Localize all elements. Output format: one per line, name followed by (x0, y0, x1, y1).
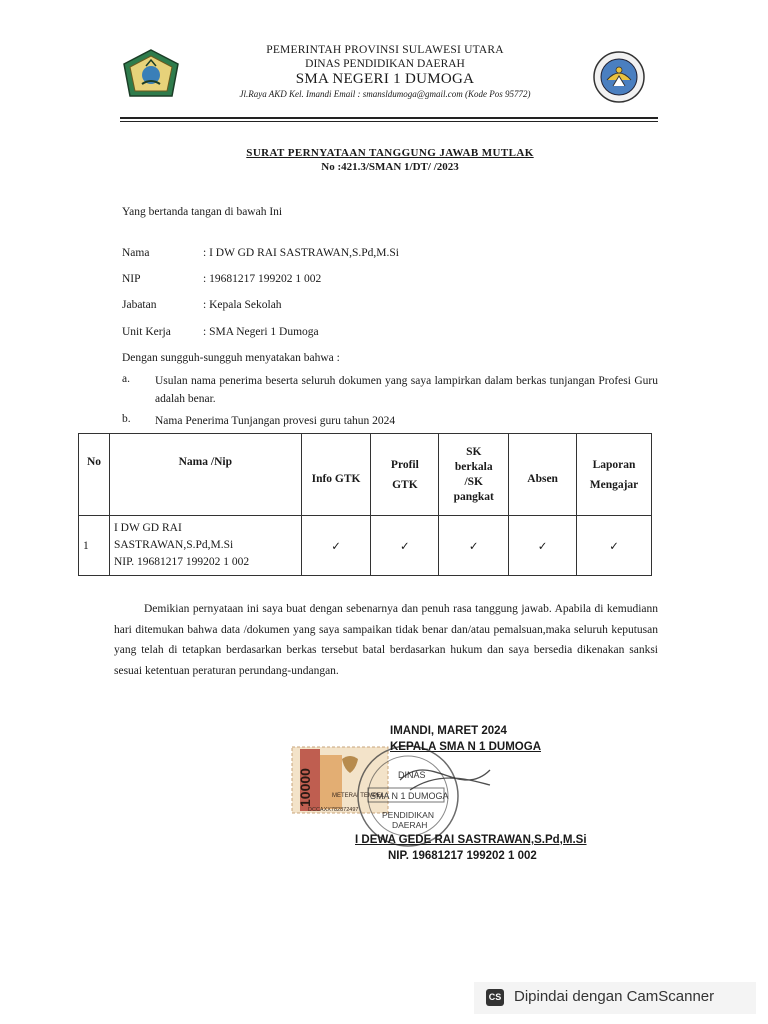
row-no: 1 (79, 516, 110, 576)
header-profil-gtk (371, 434, 439, 516)
header-laporan (577, 434, 652, 516)
header-profil-line2: GTK (392, 478, 418, 491)
signature-nip: NIP. 19681217 199202 1 002 (388, 850, 537, 862)
field-value-jabatan: : Kepala Sekolah (203, 299, 282, 311)
header-sk-line3: /SK (464, 475, 484, 488)
header-laporan-line1: Laporan (592, 458, 636, 471)
letterhead-school: SMA NEGERI 1 DUMOGA (295, 71, 475, 87)
field-label-nama: Nama (122, 247, 150, 259)
item-marker-a: a. (122, 373, 130, 385)
meterai-code: DCCAXX782872497 (308, 807, 359, 813)
field-value-nip: : 19681217 199202 1 002 (203, 273, 322, 285)
header-laporan-line2: Mengajar (589, 478, 639, 491)
header-sk (439, 434, 509, 516)
document-title: SURAT PERNYATAAN TANGGUNG JAWAB MUTLAK (246, 147, 534, 159)
header-sk-line1: SK (466, 445, 482, 458)
meterai-label: METERAI TEMPEL (332, 793, 385, 799)
checkmark-icon: ✓ (371, 516, 439, 576)
opening-line: Yang bertanda tangan di bawah Ini (122, 206, 283, 218)
header-info-gtk: Info GTK (301, 434, 371, 516)
table-row (79, 516, 652, 576)
meterai-value: 10000 (297, 768, 313, 807)
item-text-a: Usulan nama penerima beserta seluruh dokumen yang saya lampirkan dalam berkas tunjangan Profesi Guru adalah benar. (155, 375, 658, 405)
row-name-line3: NIP. 19681217 199202 1 002 (113, 556, 250, 568)
checkmark-icon: ✓ (439, 516, 509, 576)
stamp-daerah: DAERAH (392, 820, 428, 830)
header-sk-line2: berkala (454, 460, 493, 473)
letterhead-agency: DINAS PENDIDIKAN DAERAH (305, 58, 465, 70)
signature-place-date: IMANDI, MARET 2024 (390, 725, 507, 737)
header-absen: Absen (509, 434, 577, 516)
signature-position: KEPALA SMA N 1 DUMOGA (390, 741, 541, 753)
row-name-line2: SASTRAWAN,S.Pd,M.Si (113, 539, 234, 551)
letterhead-government: PEMERINTAH PROVINSI SULAWESI UTARA (266, 44, 504, 56)
tut-wuri-handayani-logo-icon (592, 50, 646, 104)
camscanner-logo-icon: CS (486, 989, 504, 1006)
province-emblem-icon (122, 48, 180, 100)
header-sk-line4: pangkat (453, 490, 494, 503)
field-label-unit-kerja: Unit Kerja (122, 326, 171, 338)
camscanner-text: Dipindai dengan CamScanner (514, 988, 715, 1005)
camscanner-watermark (474, 982, 756, 1014)
table-header-row (79, 434, 652, 516)
signature-name: I DEWA GEDE RAI SASTRAWAN,S.Pd,M.Si (355, 834, 587, 846)
checkmark-icon: ✓ (301, 516, 371, 576)
row-name-line1: I DW GD RAI (113, 522, 182, 534)
stamp-dinas: DINAS (398, 770, 426, 780)
closing-paragraph (114, 599, 658, 681)
checkmark-icon: ✓ (509, 516, 577, 576)
stamp-school: SMA N 1 DUMOGA (370, 791, 449, 801)
header-profil-line1: Profil (390, 458, 419, 471)
item-text-b: Nama Penerima Tunjangan provesi guru tahun 2024 (155, 415, 396, 427)
header-no: No (79, 434, 110, 516)
stamp-pendidikan: PENDIDIKAN (382, 810, 434, 820)
letterhead-divider (120, 117, 658, 119)
field-label-jabatan: Jabatan (122, 299, 157, 311)
row-name-nip (109, 516, 301, 576)
header-nama-nip: Nama /Nip (109, 434, 301, 516)
letterhead-divider-thin (120, 121, 658, 122)
checkmark-icon: ✓ (577, 516, 652, 576)
field-value-nama: : I DW GD RAI SASTRAWAN,S.Pd,M.Si (203, 247, 399, 259)
letterhead-address: Jl.Raya AKD Kel. Imandi Email : smansldumoga@gmail.com (Kode Pos 95772) (239, 89, 531, 99)
document-number: No :421.3/SMAN 1/DT/ /2023 (321, 161, 459, 173)
recipient-table (78, 433, 652, 576)
closing-text: Demikian pernyataan ini saya buat dengan sebenarnya dan penuh rasa tanggung jawab. Apabila di kemudiann hari ditemukan bahwa data /dokumen yang saya sampaikan tidak benar dan/atau pemalsuan,maka seluruh keputusan yang telah di tetapkan berdasarkan berkas tersebut batal berdasarkan hukum dan saya bersedia dikenakan sanksi sesuai ketentuan peraturan perundang-undangan. (114, 603, 658, 677)
statement-intro: Dengan sungguh-sungguh menyatakan bahwa : (122, 352, 340, 364)
field-value-unit-kerja: : SMA Negeri 1 Dumoga (203, 326, 319, 338)
item-marker-b: b. (122, 413, 131, 425)
field-label-nip: NIP (122, 273, 141, 285)
